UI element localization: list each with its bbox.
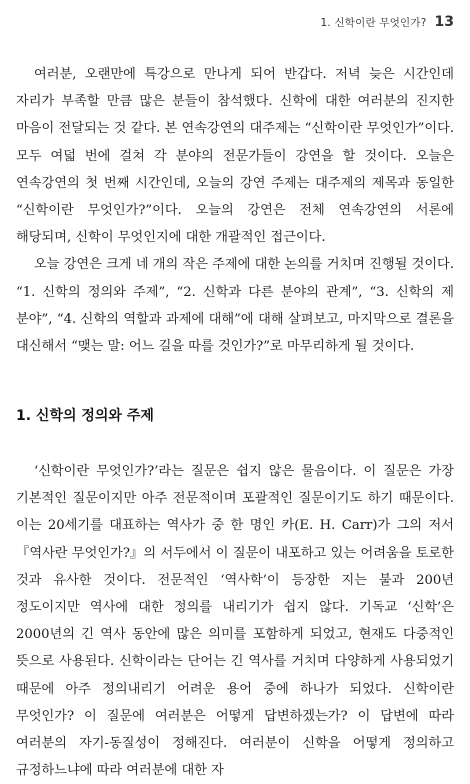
paragraph-definition: ‘신학이란 무엇인가?’라는 질문은 쉽지 않은 물음이다. 이 질문은 가장 기본적인 질문이지만 아주 전문적이며 포괄적인 질문이기도 하기 때문이다. 이는 20세기를 대표하는 역사가 중 한 명인 카(E. H. Carr)가 그의 저서 『역사란 무엇인가?』의 서두에서 이 질문이 내포하고 있는 어려움을 토로한 것과 유사한 것이다. 전문적인 ‘역사학’이 등장한 지는 불과 200년 정도이지만 역사에 대한 정의를 내리기가 쉽지 않다. 기독교 ‘신학’은 2000년의 긴 역사 동안에 많은 의미를 포함하게 되었고, 현재도 다중적인 뜻으로 사용된다. 신학이라는 단어는 긴 역사를 거치며 다양하게 사용되었기 때문에 아주 정의내리기 어려운 용어 중에 하나가 되었다. 신학이란 무엇인가? 이 질문에 여러분은 어떻게 답변하겠는가? 이 답변에 따라 여러분의 자기-동질성이 정해진다. 여러분이 신학을 어떻게 정의하고 규정하느냐에 따라 여러분에 대한 자	[16, 464, 454, 779]
running-header	[321, 14, 455, 30]
running-title: 1. 신학이란 무엇인가?	[320, 17, 427, 29]
section-text	[16, 458, 454, 784]
section-heading: 1. 신학의 정의와 주제	[16, 408, 154, 424]
paragraph-outline: 오늘 강연은 크게 네 개의 작은 주제에 대한 논의를 거치며 진행될 것이다. “1. 신학의 정의와 주제”, “2. 신학과 다른 분야의 관계”, “3. 신학의 제 분야”, “4. 신학의 역할과 과제에 대해”에 대해 살펴보고, 마지막으로 결론을 대신해서 “맺는 말: 어느 길을 따를 것인가?”로 마무리하게 될 것이다.	[16, 257, 454, 355]
page-number: 13	[434, 14, 454, 30]
paragraph-intro: 여러분, 오랜만에 특강으로 만나게 되어 반갑다. 저녁 늦은 시간인데 자리가 부족할 만큼 많은 분들이 참석했다. 신학에 대한 여러분의 진지한 마음이 전달되는 것 같다. 본 연속강연의 대주제는 “신학이란 무엇인가”이다. 모두 여덟 번에 걸쳐 각 분야의 전문가들이 강연을 할 것이다. 오늘은 연속강연의 첫 번째 시간인데, 오늘의 강연 주제는 대주제의 제목과 동일한 “신학이란 무엇인가?”이다. 오늘의 강연은 전체 연속강연의 서론에 해당되며, 신학이 무엇인지에 대한 개괄적인 접근이다.	[16, 67, 454, 246]
intro-text	[16, 61, 454, 360]
